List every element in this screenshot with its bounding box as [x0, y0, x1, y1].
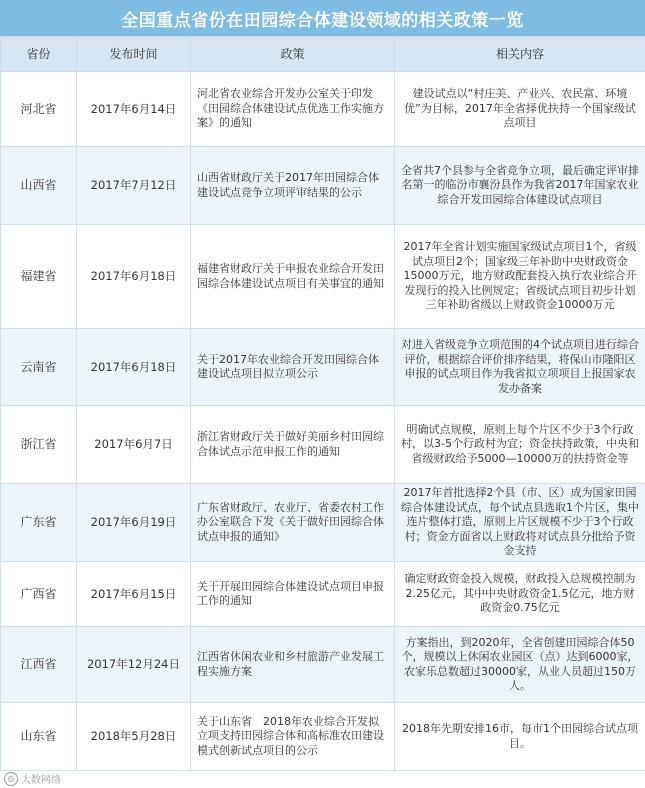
- policy-cell: 关于开展田园综合体建设试点项目申报工作的通知: [191, 562, 395, 627]
- policy-cell: 福建省财政厅关于申报农业综合开发田园综合体建设试点项目有关事宜的通知: [191, 225, 395, 329]
- table-row: [1, 406, 645, 484]
- table-row: [1, 329, 645, 406]
- column-header-province: 省份: [1, 37, 77, 72]
- date-cell: 2017年6月18日: [77, 329, 191, 406]
- table-row: [1, 225, 645, 329]
- watermark: [0, 771, 61, 786]
- brand-logo-icon: ◎: [4, 772, 18, 786]
- column-header-content: 相关内容: [395, 37, 645, 72]
- content-cell: 明确试点规模，原则上每个片区不少于3个行政村，以3-5个行政村为宜；资金扶持政策，中央和省级财政给予5000—10000万的扶持资金等: [395, 406, 645, 484]
- policy-cell: 广东省财政厅、农业厅、省委农村工作办公室联合下发《关于做好田园综合体试点申报的通知》: [191, 484, 395, 562]
- policy-cell: 山西省财政厅关于2017年田园综合体建设试点竞争立项评审结果的公示: [191, 147, 395, 225]
- date-cell: 2017年6月14日: [77, 72, 191, 147]
- date-cell: 2017年6月15日: [77, 562, 191, 627]
- content-cell: 全省共7个县参与全省竞争立项，最后确定评审排名第一的临汾市襄汾县作为我省2017年国家农业综合开发田园综合体建设试点项目: [395, 147, 645, 225]
- content-cell: 对进入省级竞争立项范围的4个试点项目进行综合评价，根据综合评价排序结果，将保山市隆阳区申报的试点项目作为我省拟立项项目上报国家农发办备案: [395, 329, 645, 406]
- date-cell: 2017年6月18日: [77, 225, 191, 329]
- province-cell: 江西省: [1, 627, 77, 703]
- policy-cell: 江西省休闲农业和乡村旅游产业发展工程实施方案: [191, 627, 395, 703]
- date-cell: 2017年6月19日: [77, 484, 191, 562]
- header-row: [1, 37, 645, 72]
- policy-cell: 关于2017年农业综合开发田园综合体建设试点项目拟立项公示: [191, 329, 395, 406]
- policy-table: [0, 36, 645, 771]
- policy-cell: 河北省农业综合开发办公室关于印发《田园综合体建设试点优选工作实施方案》的通知: [191, 72, 395, 147]
- column-header-date: 发布时间: [77, 37, 191, 72]
- column-header-policy: 政策: [191, 37, 395, 72]
- date-cell: 2017年6月7日: [77, 406, 191, 484]
- policy-cell: 浙江省财政厅关于做好美丽乡村田园综合体试点示范申报工作的通知: [191, 406, 395, 484]
- province-cell: 山东省: [1, 703, 77, 771]
- content-cell: 2018年先期安排16市，每市1个田园综合试点项目。: [395, 703, 645, 771]
- content-cell: 2017年首批选择2个县（市、区）成为国家田园综合体建设试点，每个试点县选取1个片区，集中连片整体打造，原则上片区规模不少于3个行政村；资金方面省以上财政将对试点县分批给予资金支持: [395, 484, 645, 562]
- province-cell: 广西省: [1, 562, 77, 627]
- watermark-brand: 大数网络: [21, 775, 61, 786]
- table-row: [1, 703, 645, 771]
- province-cell: 浙江省: [1, 406, 77, 484]
- province-cell: 河北省: [1, 72, 77, 147]
- date-cell: 2018年5月28日: [77, 703, 191, 771]
- table-row: [1, 484, 645, 562]
- date-cell: 2017年12月24日: [77, 627, 191, 703]
- table-row: [1, 627, 645, 703]
- province-cell: 广东省: [1, 484, 77, 562]
- content-cell: 2017年全省计划实施国家级试点项目1个，省级试点项目2个；国家级三年补助中央财政资金15000万元，地方财政配套投入执行农业综合开发现行的投入比例规定；省级试点项目初步计划三年补助省级以上财政资金10000万元: [395, 225, 645, 329]
- table-row: [1, 147, 645, 225]
- table-row: [1, 562, 645, 627]
- province-cell: 云南省: [1, 329, 77, 406]
- policy-cell: 关于山东省 2018年农业综合开发拟立项支持田园综合体和高标准农田建设模式创新试点项目的公示: [191, 703, 395, 771]
- table-row: [1, 72, 645, 147]
- content-cell: 确定财政资金投入规模，财政投入总规模控制为2.25亿元，其中中央财政资金1.5亿元，地方财政资金0.75亿元: [395, 562, 645, 627]
- province-cell: 山西省: [1, 147, 77, 225]
- date-cell: 2017年7月12日: [77, 147, 191, 225]
- page-title: 全国重点省份在田园综合体建设领域的相关政策一览: [0, 0, 645, 36]
- province-cell: 福建省: [1, 225, 77, 329]
- content-cell: 方案指出，到2020年，全省创建田园综合体50个，规模以上休闲农业园区（点）达到6000家，农家乐总数超过30000家，从业人员超过150万人。: [395, 627, 645, 703]
- content-cell: 建设试点以“村庄美、产业兴、农民富、环境优”为目标，2017年全省择优扶持一个国家级试点项目: [395, 72, 645, 147]
